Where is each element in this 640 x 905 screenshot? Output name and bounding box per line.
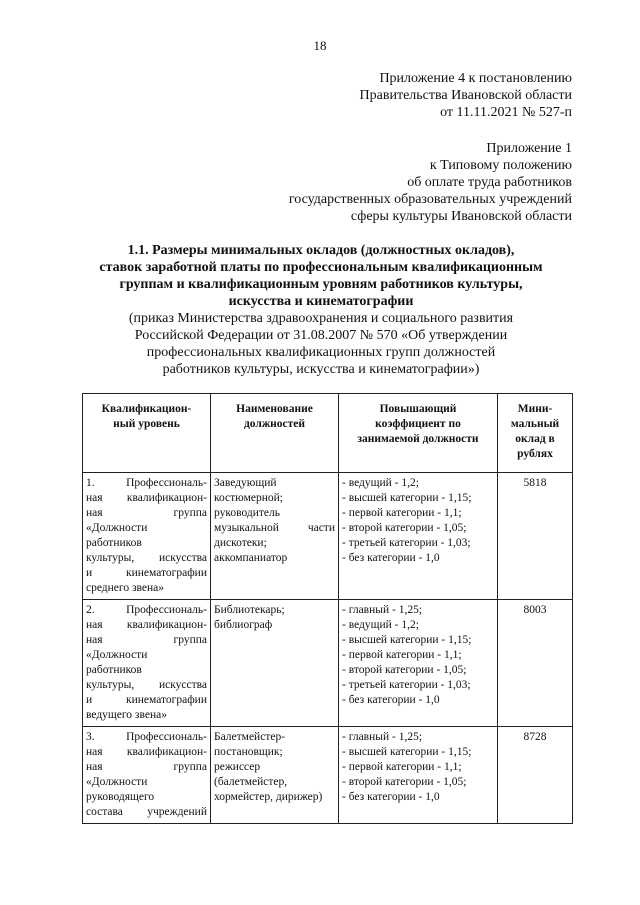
subtitle-line: профессиональных квалификационных групп должностей xyxy=(146,345,496,360)
table-row xyxy=(83,473,573,600)
salary-cell: 8728 xyxy=(498,727,573,824)
section-title xyxy=(70,242,572,378)
table-header-row xyxy=(83,394,573,473)
appendix-1-reference xyxy=(289,140,572,225)
coefficients-cell: - главный - 1,25; - ведущий - 1,2; - высшей категории - 1,15; - первой категории - 1,1; - второй категории - 1,05; - третьей категории - 1,03; - без категории - 1,0 xyxy=(339,600,498,727)
title-line: группам и квалификационным уровням работников культуры, xyxy=(119,277,523,292)
header-min-salary: Мини- мальный оклад в рублях xyxy=(498,394,573,473)
title-line: искусства и кинематографии xyxy=(228,294,414,309)
subtitle-line: Российской Федерации от 31.08.2007 № 570 «Об утверждении xyxy=(134,328,508,343)
title-line: ставок заработной платы по профессиональным квалификационным xyxy=(99,260,543,275)
table-row xyxy=(83,600,573,727)
title-line: 1.1. Размеры минимальных окладов (должностных окладов), xyxy=(127,243,515,258)
positions-cell: Заведующий костюмерной; руководитель музыкальной части дискотеки; аккомпаниатор xyxy=(211,473,339,600)
positions-cell: Библиотекарь; библиограф xyxy=(211,600,339,727)
appendix-line: от 11.11.2021 № 527-п xyxy=(440,105,572,120)
appendix-line: Приложение 1 xyxy=(486,141,572,156)
coefficients-cell: - главный - 1,25; - высшей категории - 1,15; - первой категории - 1,1; - второй категории - 1,05; - без категории - 1,0 xyxy=(339,727,498,824)
subtitle-line: работников культуры, искусства и кинематографии») xyxy=(162,362,480,377)
table-row xyxy=(83,727,573,824)
appendix-line: Приложение 4 к постановлению xyxy=(379,71,572,86)
qualification-group-cell: 2. Профессиональ- ная квалификацион- ная группа «Должности работников культуры, искусства и кинематографии ведущего звена» xyxy=(83,600,211,727)
salary-cell: 5818 xyxy=(498,473,573,600)
appendix-4-reference xyxy=(360,70,572,121)
coefficients-cell: - ведущий - 1,2; - высшей категории - 1,15; - первой категории - 1,1; - второй категории - 1,05; - третьей категории - 1,03; - без категории - 1,0 xyxy=(339,473,498,600)
subtitle-line: (приказ Министерства здравоохранения и социального развития xyxy=(128,311,514,326)
salary-table xyxy=(82,393,573,824)
salary-cell: 8003 xyxy=(498,600,573,727)
qualification-group-cell: 1. Профессиональ- ная квалификацион- ная группа «Должности работников культуры, искусства и кинематографии среднего звена» xyxy=(83,473,211,600)
header-coefficient: Повышающий коэффициент по занимаемой должности xyxy=(339,394,498,473)
page-number: 18 xyxy=(313,38,327,53)
positions-cell: Балетмейстер- постановщик; режиссер (балетмейстер, хормейстер, дирижер) xyxy=(211,727,339,824)
appendix-line: Правительства Ивановской области xyxy=(359,88,572,103)
appendix-line: об оплате труда работников xyxy=(407,175,572,190)
appendix-line: государственных образовательных учреждений xyxy=(288,192,572,207)
header-position-name: Наименование должностей xyxy=(211,394,339,473)
qualification-group-cell: 3. Профессиональ- ная квалификацион- ная группа «Должности руководящего состава учреждений xyxy=(83,727,211,824)
appendix-line: к Типовому положению xyxy=(429,158,572,173)
appendix-line: сферы культуры Ивановской области xyxy=(350,209,572,224)
header-qualification-level: Квалификацион- ный уровень xyxy=(83,394,211,473)
